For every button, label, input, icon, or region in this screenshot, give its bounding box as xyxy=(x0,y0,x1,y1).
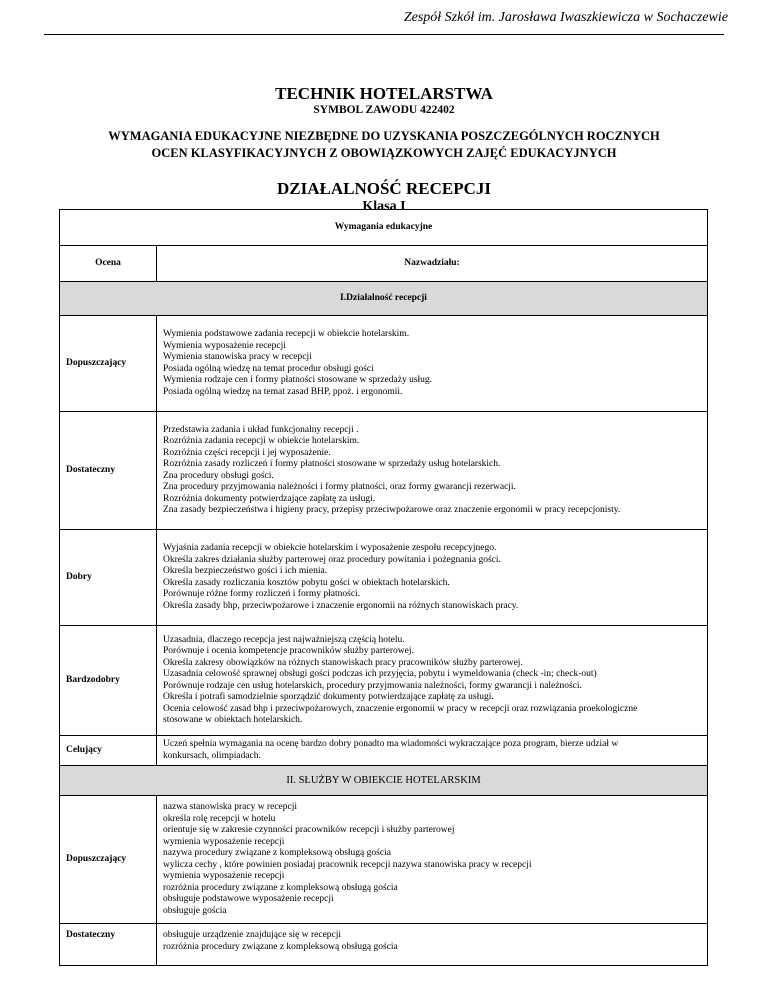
requirement-line: Porównuje różne formy rozliczeń i formy płatności. xyxy=(163,589,361,599)
table-row xyxy=(60,316,708,412)
table-row xyxy=(60,626,708,736)
requirement-line: rozróżnia procedury związane z kompleksową obsługą gościa xyxy=(163,882,398,893)
section-title: I.Działalność recepcji xyxy=(60,282,708,316)
table-row xyxy=(60,736,708,766)
requirement-line: Porównuje rodzaje cen usług hotelarskich, procedury przyjmowania należności, formy gwarancji i należności. xyxy=(163,680,582,691)
requirements-cell xyxy=(157,736,708,766)
requirement-line: Określa zasady rozliczania kosztów pobytu gości w obiektach hotelarskich. xyxy=(163,577,450,588)
requirements-cell xyxy=(157,626,708,736)
class-title: Klasa I xyxy=(362,199,406,214)
requirement-line: Rozróżnia zasady rozliczeń i formy płatności stosowane w sprzedaży usług hotelarskich. xyxy=(163,459,501,469)
grade-cell: Bardzodobry xyxy=(60,626,157,736)
requirement-line: Rozróżnia dokumenty potwierdzające zapłatę za usługi. xyxy=(163,493,376,504)
requirement-line: Ocenia celowość zasad bhp i przeciwpożarowych, znaczenie ergonomii w pracy w recepcji oraz rozwiązania proekologiczne xyxy=(163,703,638,714)
requirements-table xyxy=(59,209,708,966)
grade-column-header: Ocena xyxy=(60,246,157,282)
requirement-line: orientuje się w zakresie czynności pracowników recepcji i służby parterowej xyxy=(163,825,455,835)
requirements-heading-line2: OCEN KLASYFIKACYJNYCH Z OBOWIĄZKOWYCH ZAJĘĆ EDUKACYJNYCH xyxy=(151,146,617,160)
requirements-cell xyxy=(157,924,708,966)
table-row xyxy=(60,924,708,966)
header-divider xyxy=(44,34,724,35)
requirement-line: wymienia wyposażenie recepcji xyxy=(163,871,285,881)
requirement-line: Wymienia stanowiska pracy w recepcji xyxy=(163,352,312,362)
requirement-line: Rozróżnia części recepcji i jej wyposażenie. xyxy=(163,447,331,458)
requirement-line: określa rolę recepcji w hotelu xyxy=(163,813,276,824)
requirement-line: Określa bezpieczeństwo gości i ich mienia. xyxy=(163,566,328,576)
requirement-line: wymienia wyposażenie recepcji xyxy=(163,836,285,847)
requirement-line: Uczeń spełnia wymagania na ocenę bardzo dobry ponadto ma wiadomości wykraczające poza program, bierze udział w xyxy=(163,739,619,749)
requirements-heading xyxy=(0,128,768,162)
subject-title: DZIAŁALNOŚĆ RECEPCJI xyxy=(277,179,491,198)
requirement-line: Posiada ogólną wiedzę na temat procedur obsługi gości xyxy=(163,363,374,374)
requirement-line: Określa i potrafi samodzielnie sporządzić dokumenty potwierdzające zapłatę za usługi. xyxy=(163,692,494,702)
requirement-line: nazwa stanowiska pracy w recepcji xyxy=(163,802,297,812)
requirement-line: Uzasadnia celowość sprawnej obsługi gości podczas ich przyjęcia, pobytu i wymeldowania (check -in; check-out) xyxy=(163,669,597,679)
requirement-line: Rozróżnia zadania recepcji w obiekcie hotelarskim. xyxy=(163,436,360,446)
requirement-line: Określa zakres działania służby parterowej oraz procedury powitania i pożegnania gości. xyxy=(163,554,501,565)
requirement-line: Określa zasady bhp, przeciwpożarowe i znaczenie ergonomii na różnych stanowiskach pracy. xyxy=(163,600,519,611)
requirement-line: Wymienia wyposażenie recepcji xyxy=(163,340,286,351)
requirement-line: obsługuje gościa xyxy=(163,905,227,916)
requirement-line: Wymienia rodzaje cen i formy płatności stosowane w sprzedaży usług. xyxy=(163,375,433,385)
requirement-line: Zna procedury obsługi gości. xyxy=(163,470,274,481)
requirement-line: Zna zasady bezpieczeństwa i higieny pracy, przepisy przeciwpożarowe oraz znaczenie ergonomii w pracy recepcjonisty. xyxy=(163,505,621,515)
requirement-line: konkursach, olimpiadach. xyxy=(163,750,261,761)
requirements-cell xyxy=(157,412,708,530)
requirements-cell xyxy=(157,316,708,412)
requirements-cell xyxy=(157,530,708,626)
requirement-line: Przedstawia zadania i układ funkcjonalny recepcji . xyxy=(163,424,359,435)
grade-cell: Dopuszczający xyxy=(60,796,157,924)
requirement-line: obsługuje podstawowe wyposażenie recepcji xyxy=(163,894,334,904)
table-row xyxy=(60,796,708,924)
requirements-heading-line1: WYMAGANIA EDUKACYJNE NIEZBĘDNE DO UZYSKANIA POSZCZEGÓLNYCH ROCZNYCH xyxy=(108,129,660,143)
school-header: Zespół Szkół im. Jarosława Iwaszkiewicza w Sochaczewie xyxy=(403,10,728,25)
requirement-line: Zna procedury przyjmowania należności i formy płatności, oraz formy gwarancji rezerwacji. xyxy=(163,482,516,492)
profession-symbol: SYMBOL ZAWODU 422402 xyxy=(313,104,455,116)
grade-cell: Dostateczny xyxy=(60,924,157,966)
requirements-cell xyxy=(157,796,708,924)
requirement-line: Określa zakresy obowiązków na różnych stanowiskach pracy pracowników służby parterowej. xyxy=(163,657,523,668)
grade-cell: Dobry xyxy=(60,530,157,626)
requirement-line: Wymienia podstawowe zadania recepcji w obiekcie hotelarskim. xyxy=(163,329,410,339)
table-row xyxy=(60,412,708,530)
requirement-line: Posiada ogólną wiedzę na temat zasad BHP, ppoż. i ergonomii. xyxy=(163,386,403,397)
requirement-line: Uzasadnia, dlaczego recepcja jest najważniejszą częścią hotelu. xyxy=(163,634,405,645)
requirement-line: rozróżnia procedury związane z kompleksową obsługą gościa xyxy=(163,941,398,952)
profession-title: TECHNIK HOTELARSTWA xyxy=(275,84,493,103)
requirement-line: obsługuje urządzenie znajdujące się w recepcji xyxy=(163,930,342,940)
section-title: II. SŁUŻBY W OBIEKCIE HOTELARSKIM xyxy=(60,766,708,796)
requirement-line: nazywa procedury związane z kompleksową obsługą gościa xyxy=(163,848,391,858)
grade-cell: Dopuszczający xyxy=(60,316,157,412)
requirements-header-cell: Wymagania edukacyjne xyxy=(60,210,708,246)
section-column-header: Nazwadziału: xyxy=(157,246,708,282)
requirement-line: wylicza cechy , które powinien posiadaj pracownik recepcji nazywa stanowiska pracy w recepcji xyxy=(163,859,532,870)
grade-cell: Dostateczny xyxy=(60,412,157,530)
requirement-line: Wyjaśnia zadania recepcji w obiekcie hotelarskim i wyposażenie zespołu recepcyjnego. xyxy=(163,543,497,553)
grade-cell: Celujący xyxy=(60,736,157,766)
table-row xyxy=(60,530,708,626)
requirement-line: stosowane w obiektach hotelarskich. xyxy=(163,715,303,725)
requirement-line: Porównuje i ocenia kompetencje pracowników służby parterowej. xyxy=(163,646,414,656)
